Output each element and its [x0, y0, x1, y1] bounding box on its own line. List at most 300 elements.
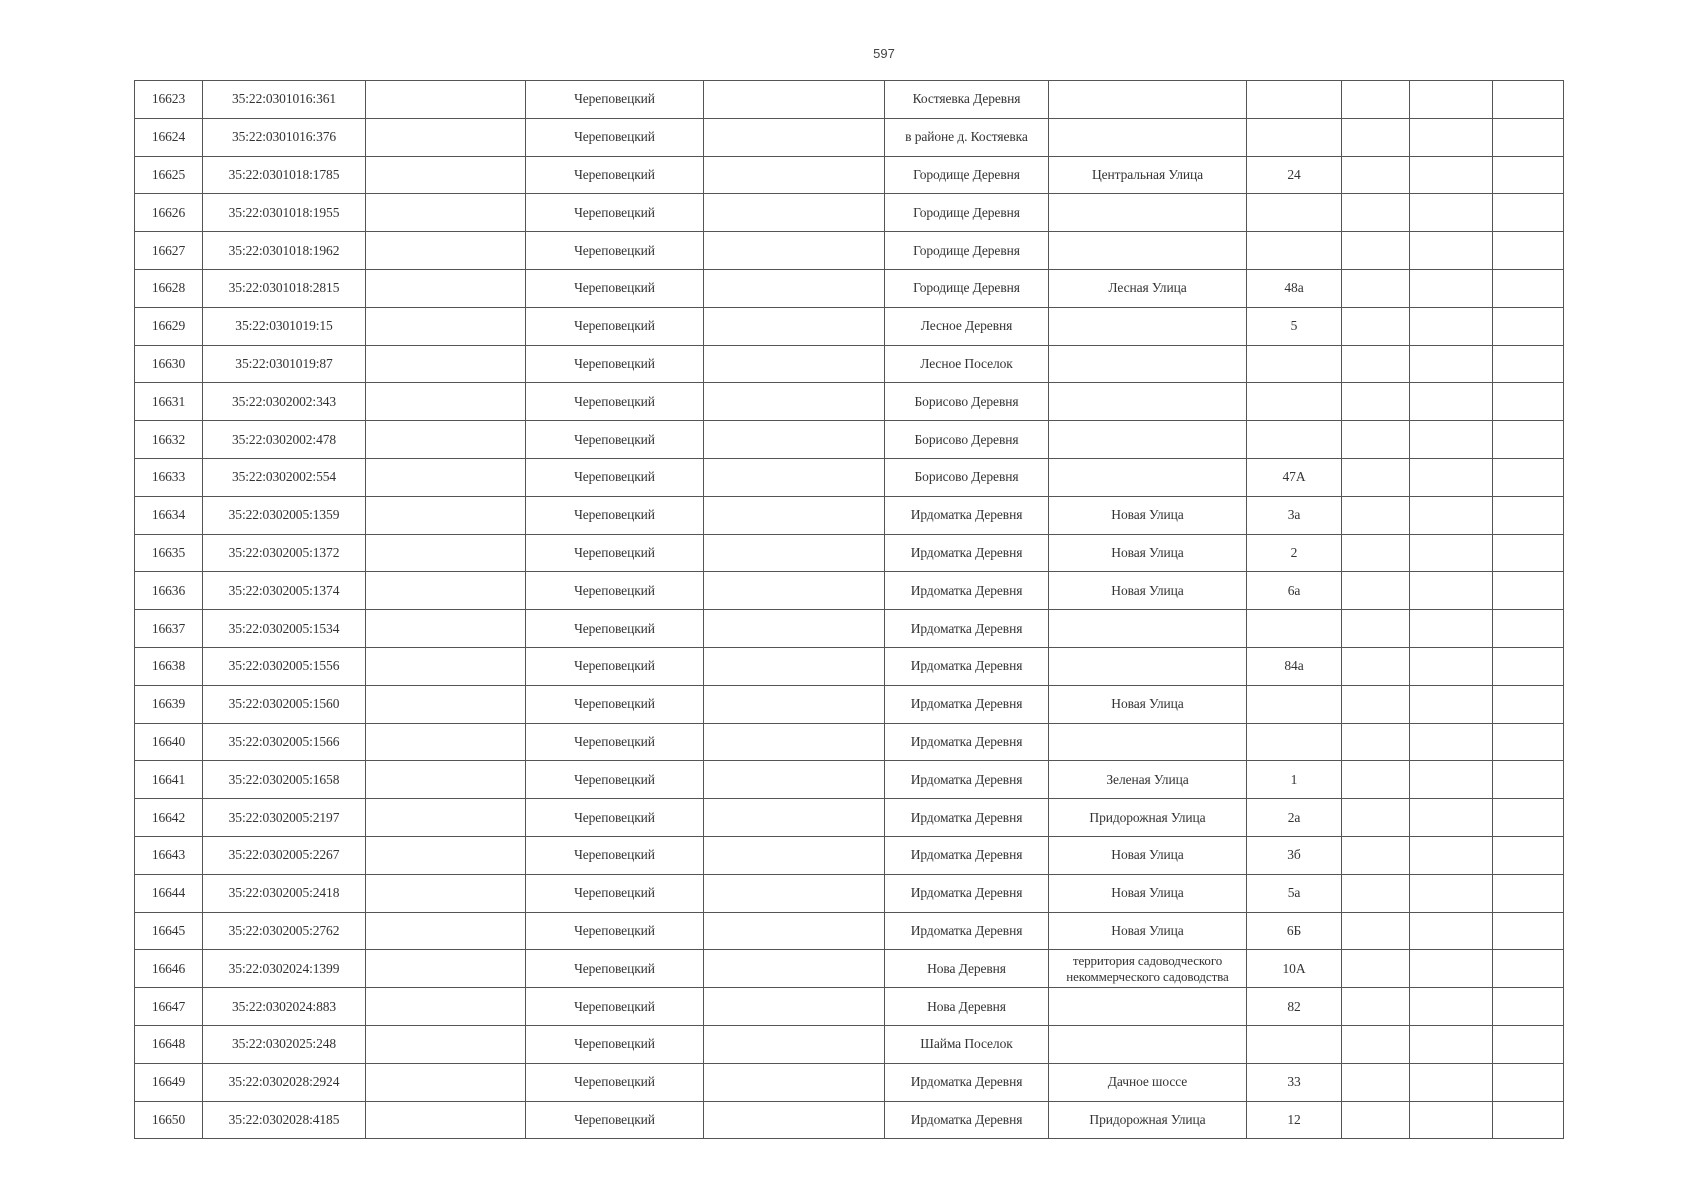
cadastral-number-cell: 35:22:0302005:1372 — [203, 534, 366, 572]
empty-cell — [1493, 799, 1564, 837]
empty-cell — [366, 534, 526, 572]
locality-cell: Нова Деревня — [885, 950, 1049, 988]
empty-cell — [1342, 647, 1410, 685]
row-number-cell: 16633 — [135, 458, 203, 496]
street-cell — [1049, 723, 1247, 761]
table-row — [135, 232, 1564, 270]
locality-cell: Ирдоматка Деревня — [885, 836, 1049, 874]
locality-cell: Ирдоматка Деревня — [885, 874, 1049, 912]
house-number-cell — [1247, 81, 1342, 119]
empty-cell — [366, 572, 526, 610]
empty-cell — [1410, 1063, 1493, 1101]
row-number-cell: 16631 — [135, 383, 203, 421]
street-cell: Новая Улица — [1049, 912, 1247, 950]
empty-cell — [704, 950, 885, 988]
empty-cell — [1410, 988, 1493, 1026]
empty-cell — [1410, 383, 1493, 421]
table-row — [135, 1063, 1564, 1101]
locality-cell: Ирдоматка Деревня — [885, 685, 1049, 723]
empty-cell — [1493, 534, 1564, 572]
cadastral-number-cell: 35:22:0302028:4185 — [203, 1101, 366, 1139]
district-cell: Череповецкий — [526, 81, 704, 119]
locality-cell: Ирдоматка Деревня — [885, 496, 1049, 534]
empty-cell — [1493, 194, 1564, 232]
street-cell: Новая Улица — [1049, 572, 1247, 610]
district-cell: Череповецкий — [526, 761, 704, 799]
table-row — [135, 421, 1564, 459]
row-number-cell: 16639 — [135, 685, 203, 723]
locality-cell: Ирдоматка Деревня — [885, 647, 1049, 685]
table-row — [135, 534, 1564, 572]
table-row — [135, 345, 1564, 383]
empty-cell — [366, 458, 526, 496]
empty-cell — [1493, 761, 1564, 799]
district-cell: Череповецкий — [526, 799, 704, 837]
empty-cell — [704, 307, 885, 345]
table-row — [135, 383, 1564, 421]
empty-cell — [1493, 81, 1564, 119]
empty-cell — [1410, 836, 1493, 874]
empty-cell — [1342, 307, 1410, 345]
locality-cell: Борисово Деревня — [885, 458, 1049, 496]
empty-cell — [704, 534, 885, 572]
row-number-cell: 16634 — [135, 496, 203, 534]
district-cell: Череповецкий — [526, 534, 704, 572]
cadastral-number-cell: 35:22:0302005:1534 — [203, 610, 366, 648]
cadastral-number-cell: 35:22:0302005:1359 — [203, 496, 366, 534]
row-number-cell: 16650 — [135, 1101, 203, 1139]
cadastral-number-cell: 35:22:0301019:87 — [203, 345, 366, 383]
house-number-cell — [1247, 1025, 1342, 1063]
empty-cell — [1342, 496, 1410, 534]
district-cell: Череповецкий — [526, 874, 704, 912]
empty-cell — [1342, 799, 1410, 837]
table-row — [135, 269, 1564, 307]
cadastral-number-cell: 35:22:0302005:1556 — [203, 647, 366, 685]
street-cell — [1049, 458, 1247, 496]
house-number-cell: 84а — [1247, 647, 1342, 685]
district-cell: Череповецкий — [526, 950, 704, 988]
empty-cell — [1410, 647, 1493, 685]
empty-cell — [1342, 421, 1410, 459]
empty-cell — [1493, 912, 1564, 950]
cadastral-number-cell: 35:22:0301016:376 — [203, 118, 366, 156]
street-cell — [1049, 194, 1247, 232]
row-number-cell: 16624 — [135, 118, 203, 156]
empty-cell — [1342, 836, 1410, 874]
street-cell — [1049, 307, 1247, 345]
district-cell: Череповецкий — [526, 232, 704, 270]
street-cell: Центральная Улица — [1049, 156, 1247, 194]
row-number-cell: 16641 — [135, 761, 203, 799]
empty-cell — [704, 988, 885, 1026]
empty-cell — [366, 118, 526, 156]
empty-cell — [1410, 307, 1493, 345]
empty-cell — [1493, 836, 1564, 874]
empty-cell — [1410, 496, 1493, 534]
empty-cell — [366, 799, 526, 837]
empty-cell — [1410, 912, 1493, 950]
empty-cell — [1410, 534, 1493, 572]
empty-cell — [704, 1025, 885, 1063]
house-number-cell: 1 — [1247, 761, 1342, 799]
empty-cell — [704, 232, 885, 270]
table-row — [135, 81, 1564, 119]
page-number: 597 — [873, 46, 895, 61]
empty-cell — [1493, 723, 1564, 761]
table-row — [135, 874, 1564, 912]
street-cell — [1049, 345, 1247, 383]
empty-cell — [1493, 458, 1564, 496]
empty-cell — [366, 836, 526, 874]
empty-cell — [704, 685, 885, 723]
locality-cell: в районе д. Костяевка — [885, 118, 1049, 156]
row-number-cell: 16640 — [135, 723, 203, 761]
street-cell — [1049, 383, 1247, 421]
empty-cell — [704, 194, 885, 232]
empty-cell — [704, 1101, 885, 1139]
street-cell: Зеленая Улица — [1049, 761, 1247, 799]
district-cell: Череповецкий — [526, 118, 704, 156]
empty-cell — [1493, 572, 1564, 610]
empty-cell — [1410, 761, 1493, 799]
empty-cell — [366, 1101, 526, 1139]
district-cell: Череповецкий — [526, 572, 704, 610]
empty-cell — [1410, 421, 1493, 459]
cadastral-number-cell: 35:22:0302028:2924 — [203, 1063, 366, 1101]
row-number-cell: 16647 — [135, 988, 203, 1026]
empty-cell — [1493, 496, 1564, 534]
district-cell: Череповецкий — [526, 723, 704, 761]
empty-cell — [1342, 685, 1410, 723]
empty-cell — [704, 572, 885, 610]
empty-cell — [366, 194, 526, 232]
house-number-cell — [1247, 421, 1342, 459]
empty-cell — [1342, 950, 1410, 988]
cadastral-number-cell: 35:22:0301018:1785 — [203, 156, 366, 194]
empty-cell — [704, 269, 885, 307]
street-cell: Новая Улица — [1049, 836, 1247, 874]
table-row — [135, 761, 1564, 799]
row-number-cell: 16627 — [135, 232, 203, 270]
house-number-cell: 2 — [1247, 534, 1342, 572]
table-row — [135, 1101, 1564, 1139]
house-number-cell: 6а — [1247, 572, 1342, 610]
empty-cell — [1342, 156, 1410, 194]
table-row — [135, 307, 1564, 345]
street-cell: Лесная Улица — [1049, 269, 1247, 307]
street-cell: Новая Улица — [1049, 496, 1247, 534]
locality-cell: Ирдоматка Деревня — [885, 761, 1049, 799]
locality-cell: Городище Деревня — [885, 232, 1049, 270]
empty-cell — [1493, 988, 1564, 1026]
cadastral-number-cell: 35:22:0302005:1658 — [203, 761, 366, 799]
street-cell — [1049, 988, 1247, 1026]
empty-cell — [704, 874, 885, 912]
row-number-cell: 16643 — [135, 836, 203, 874]
cadastral-number-cell: 35:22:0302002:343 — [203, 383, 366, 421]
house-number-cell — [1247, 383, 1342, 421]
empty-cell — [1342, 81, 1410, 119]
empty-cell — [1410, 950, 1493, 988]
house-number-cell: 2а — [1247, 799, 1342, 837]
district-cell: Череповецкий — [526, 458, 704, 496]
empty-cell — [1410, 1025, 1493, 1063]
empty-cell — [1410, 874, 1493, 912]
district-cell: Череповецкий — [526, 1025, 704, 1063]
house-number-cell: 3б — [1247, 836, 1342, 874]
house-number-cell: 47А — [1247, 458, 1342, 496]
empty-cell — [1342, 912, 1410, 950]
street-cell — [1049, 232, 1247, 270]
empty-cell — [1342, 988, 1410, 1026]
empty-cell — [366, 610, 526, 648]
table-row — [135, 799, 1564, 837]
empty-cell — [1342, 118, 1410, 156]
empty-cell — [1493, 1101, 1564, 1139]
locality-cell: Ирдоматка Деревня — [885, 799, 1049, 837]
street-cell: Придорожная Улица — [1049, 1101, 1247, 1139]
house-number-cell — [1247, 610, 1342, 648]
empty-cell — [704, 156, 885, 194]
empty-cell — [1493, 421, 1564, 459]
empty-cell — [704, 421, 885, 459]
locality-cell: Борисово Деревня — [885, 383, 1049, 421]
district-cell: Череповецкий — [526, 383, 704, 421]
locality-cell: Городище Деревня — [885, 269, 1049, 307]
house-number-cell: 82 — [1247, 988, 1342, 1026]
empty-cell — [1493, 156, 1564, 194]
empty-cell — [704, 118, 885, 156]
empty-cell — [704, 458, 885, 496]
district-cell: Череповецкий — [526, 156, 704, 194]
empty-cell — [366, 383, 526, 421]
empty-cell — [1410, 118, 1493, 156]
row-number-cell: 16645 — [135, 912, 203, 950]
row-number-cell: 16644 — [135, 874, 203, 912]
locality-cell: Ирдоматка Деревня — [885, 1101, 1049, 1139]
street-cell — [1049, 81, 1247, 119]
table-row — [135, 156, 1564, 194]
table-row — [135, 1025, 1564, 1063]
empty-cell — [1493, 232, 1564, 270]
empty-cell — [704, 383, 885, 421]
table-row — [135, 496, 1564, 534]
empty-cell — [704, 1063, 885, 1101]
cadastral-number-cell: 35:22:0301019:15 — [203, 307, 366, 345]
cadastral-number-cell: 35:22:0302005:2197 — [203, 799, 366, 837]
house-number-cell: 24 — [1247, 156, 1342, 194]
empty-cell — [1342, 345, 1410, 383]
empty-cell — [704, 496, 885, 534]
empty-cell — [366, 345, 526, 383]
table-row — [135, 685, 1564, 723]
district-cell: Череповецкий — [526, 496, 704, 534]
empty-cell — [1410, 81, 1493, 119]
cadastral-number-cell: 35:22:0302005:2418 — [203, 874, 366, 912]
table-row — [135, 988, 1564, 1026]
row-number-cell: 16623 — [135, 81, 203, 119]
house-number-cell: 48а — [1247, 269, 1342, 307]
empty-cell — [1493, 685, 1564, 723]
street-cell: Новая Улица — [1049, 874, 1247, 912]
empty-cell — [1493, 1063, 1564, 1101]
row-number-cell: 16648 — [135, 1025, 203, 1063]
cadastral-number-cell: 35:22:0302002:554 — [203, 458, 366, 496]
empty-cell — [1410, 156, 1493, 194]
row-number-cell: 16638 — [135, 647, 203, 685]
house-number-cell — [1247, 232, 1342, 270]
district-cell: Череповецкий — [526, 988, 704, 1026]
table-row — [135, 912, 1564, 950]
empty-cell — [704, 647, 885, 685]
house-number-cell: 12 — [1247, 1101, 1342, 1139]
row-number-cell: 16629 — [135, 307, 203, 345]
district-cell: Череповецкий — [526, 610, 704, 648]
empty-cell — [1410, 799, 1493, 837]
empty-cell — [1342, 194, 1410, 232]
empty-cell — [704, 81, 885, 119]
empty-cell — [1342, 874, 1410, 912]
district-cell: Череповецкий — [526, 647, 704, 685]
cadastral-number-cell: 35:22:0301018:2815 — [203, 269, 366, 307]
empty-cell — [1493, 647, 1564, 685]
locality-cell: Городище Деревня — [885, 194, 1049, 232]
empty-cell — [1410, 572, 1493, 610]
locality-cell: Ирдоматка Деревня — [885, 723, 1049, 761]
empty-cell — [366, 761, 526, 799]
street-cell: территория садоводческого некоммерческого садоводства — [1049, 950, 1247, 988]
empty-cell — [366, 81, 526, 119]
street-cell: Новая Улица — [1049, 534, 1247, 572]
empty-cell — [366, 156, 526, 194]
row-number-cell: 16628 — [135, 269, 203, 307]
empty-cell — [366, 723, 526, 761]
cadastral-number-cell: 35:22:0302005:1566 — [203, 723, 366, 761]
empty-cell — [1410, 1101, 1493, 1139]
empty-cell — [704, 761, 885, 799]
row-number-cell: 16636 — [135, 572, 203, 610]
empty-cell — [366, 685, 526, 723]
cadastral-number-cell: 35:22:0302002:478 — [203, 421, 366, 459]
empty-cell — [1410, 269, 1493, 307]
district-cell: Череповецкий — [526, 1063, 704, 1101]
cadastral-number-cell: 35:22:0301018:1962 — [203, 232, 366, 270]
empty-cell — [704, 723, 885, 761]
empty-cell — [1493, 383, 1564, 421]
cadastral-number-cell: 35:22:0302005:1374 — [203, 572, 366, 610]
empty-cell — [1493, 610, 1564, 648]
cadastral-number-cell: 35:22:0302005:2267 — [203, 836, 366, 874]
cadastral-number-cell: 35:22:0302005:1560 — [203, 685, 366, 723]
empty-cell — [1493, 307, 1564, 345]
house-number-cell: 3а — [1247, 496, 1342, 534]
row-number-cell: 16646 — [135, 950, 203, 988]
table-row — [135, 572, 1564, 610]
empty-cell — [704, 836, 885, 874]
district-cell: Череповецкий — [526, 685, 704, 723]
locality-cell: Ирдоматка Деревня — [885, 610, 1049, 648]
locality-cell: Лесное Поселок — [885, 345, 1049, 383]
locality-cell: Костяевка Деревня — [885, 81, 1049, 119]
district-cell: Череповецкий — [526, 307, 704, 345]
empty-cell — [366, 912, 526, 950]
row-number-cell: 16630 — [135, 345, 203, 383]
cadastral-number-cell: 35:22:0301018:1955 — [203, 194, 366, 232]
house-number-cell: 5 — [1247, 307, 1342, 345]
empty-cell — [366, 988, 526, 1026]
table-row — [135, 118, 1564, 156]
empty-cell — [366, 874, 526, 912]
district-cell: Череповецкий — [526, 1101, 704, 1139]
empty-cell — [1342, 723, 1410, 761]
empty-cell — [1342, 534, 1410, 572]
empty-cell — [704, 799, 885, 837]
cadastral-number-cell: 35:22:0302024:883 — [203, 988, 366, 1026]
cadastral-number-cell: 35:22:0301016:361 — [203, 81, 366, 119]
district-cell: Череповецкий — [526, 194, 704, 232]
empty-cell — [704, 912, 885, 950]
row-number-cell: 16632 — [135, 421, 203, 459]
empty-cell — [366, 950, 526, 988]
locality-cell: Нова Деревня — [885, 988, 1049, 1026]
locality-cell: Лесное Деревня — [885, 307, 1049, 345]
empty-cell — [1493, 1025, 1564, 1063]
locality-cell: Ирдоматка Деревня — [885, 912, 1049, 950]
cadastral-number-cell: 35:22:0302024:1399 — [203, 950, 366, 988]
district-cell: Череповецкий — [526, 421, 704, 459]
empty-cell — [366, 421, 526, 459]
row-number-cell: 16637 — [135, 610, 203, 648]
house-number-cell — [1247, 723, 1342, 761]
locality-cell: Ирдоматка Деревня — [885, 1063, 1049, 1101]
house-number-cell: 10А — [1247, 950, 1342, 988]
empty-cell — [1342, 761, 1410, 799]
district-cell: Череповецкий — [526, 836, 704, 874]
street-cell — [1049, 1025, 1247, 1063]
empty-cell — [1410, 685, 1493, 723]
empty-cell — [1493, 269, 1564, 307]
house-number-cell — [1247, 345, 1342, 383]
house-number-cell: 33 — [1247, 1063, 1342, 1101]
table-row — [135, 610, 1564, 648]
table-row — [135, 194, 1564, 232]
table-row — [135, 836, 1564, 874]
row-number-cell: 16642 — [135, 799, 203, 837]
empty-cell — [704, 345, 885, 383]
house-number-cell — [1247, 685, 1342, 723]
locality-cell: Борисово Деревня — [885, 421, 1049, 459]
empty-cell — [1410, 345, 1493, 383]
district-cell: Череповецкий — [526, 912, 704, 950]
empty-cell — [1410, 723, 1493, 761]
empty-cell — [366, 1063, 526, 1101]
register-body — [135, 81, 1564, 1139]
row-number-cell: 16635 — [135, 534, 203, 572]
empty-cell — [366, 496, 526, 534]
empty-cell — [1493, 950, 1564, 988]
empty-cell — [1410, 610, 1493, 648]
register-table — [134, 80, 1564, 1139]
district-cell: Череповецкий — [526, 345, 704, 383]
locality-cell: Городище Деревня — [885, 156, 1049, 194]
empty-cell — [704, 610, 885, 648]
empty-cell — [1342, 1025, 1410, 1063]
empty-cell — [1410, 194, 1493, 232]
empty-cell — [1493, 118, 1564, 156]
house-number-cell: 6Б — [1247, 912, 1342, 950]
cadastral-number-cell: 35:22:0302025:248 — [203, 1025, 366, 1063]
